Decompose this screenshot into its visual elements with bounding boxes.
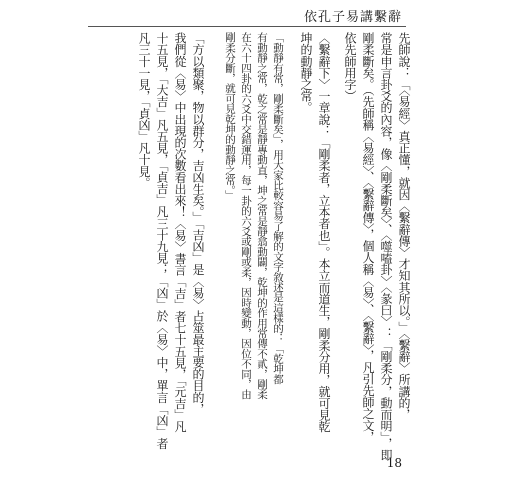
text-column: 我們從〈易〉中出現的次數看出來！〈易〉書言「吉」者七十五見，「元吉」凡 xyxy=(173,32,187,433)
text-column: 剛柔斷矣。（先師稱〈易經〉、〈繫辭傳〉，個人稱〈易〉、〈繫辭〉，凡引先師之文， xyxy=(361,32,375,443)
text-column: 十五見，「大吉」凡五見，「貞吉」凡三十九見；「凶」於〈易〉中，單言「凶」者 xyxy=(155,32,169,450)
text-column: 有動靜之常，乾之常是靜專動直，坤之常是靜翕動闢，乾坤的作用常傳不貳，剛柔 xyxy=(256,32,268,400)
running-header: 依孔子易講繫辭 xyxy=(303,10,402,25)
text-column: 凡三十一見，「貞凶」凡十見。 xyxy=(137,32,151,189)
text-column: 剛柔分斷，就可見乾坤的動靜之常。」 xyxy=(224,32,236,201)
text-column: 「方以類聚，物以群分，吉凶生矣。」「吉凶」是〈易〉占筮最主要的目的， xyxy=(191,32,205,415)
page-number: 18 xyxy=(386,456,402,470)
text-column: 在六十四卦的六爻中交錯運用，每一卦的六爻或剛或柔，因時變動，因位不同，由 xyxy=(240,32,252,400)
text-column: 依先師用字） xyxy=(343,32,357,102)
text-column: 先師說：「〈易經〉真正懂，就因〈繫辭傳〉才知其所以。」〈繫辭〉所講的， xyxy=(397,32,411,421)
text-column: 「動靜有常，剛柔斷矣」，用大家比較容易了解的文字敘述是這樣的：「乾坤都 xyxy=(272,32,284,384)
text-column: 常是申言卦爻的內容，像〈剛柔斷矣〉、〈噬嗑卦〉〈彖曰〉：「剛柔分，動而明」，即 xyxy=(379,32,393,461)
header-rule xyxy=(88,26,406,27)
text-column: 坤的動靜之常。 xyxy=(299,32,313,114)
text-column: 〈繫辭下〉一章說：「剛柔者，立本者也」。本立而道生，剛柔分用，就可見乾 xyxy=(317,32,331,433)
